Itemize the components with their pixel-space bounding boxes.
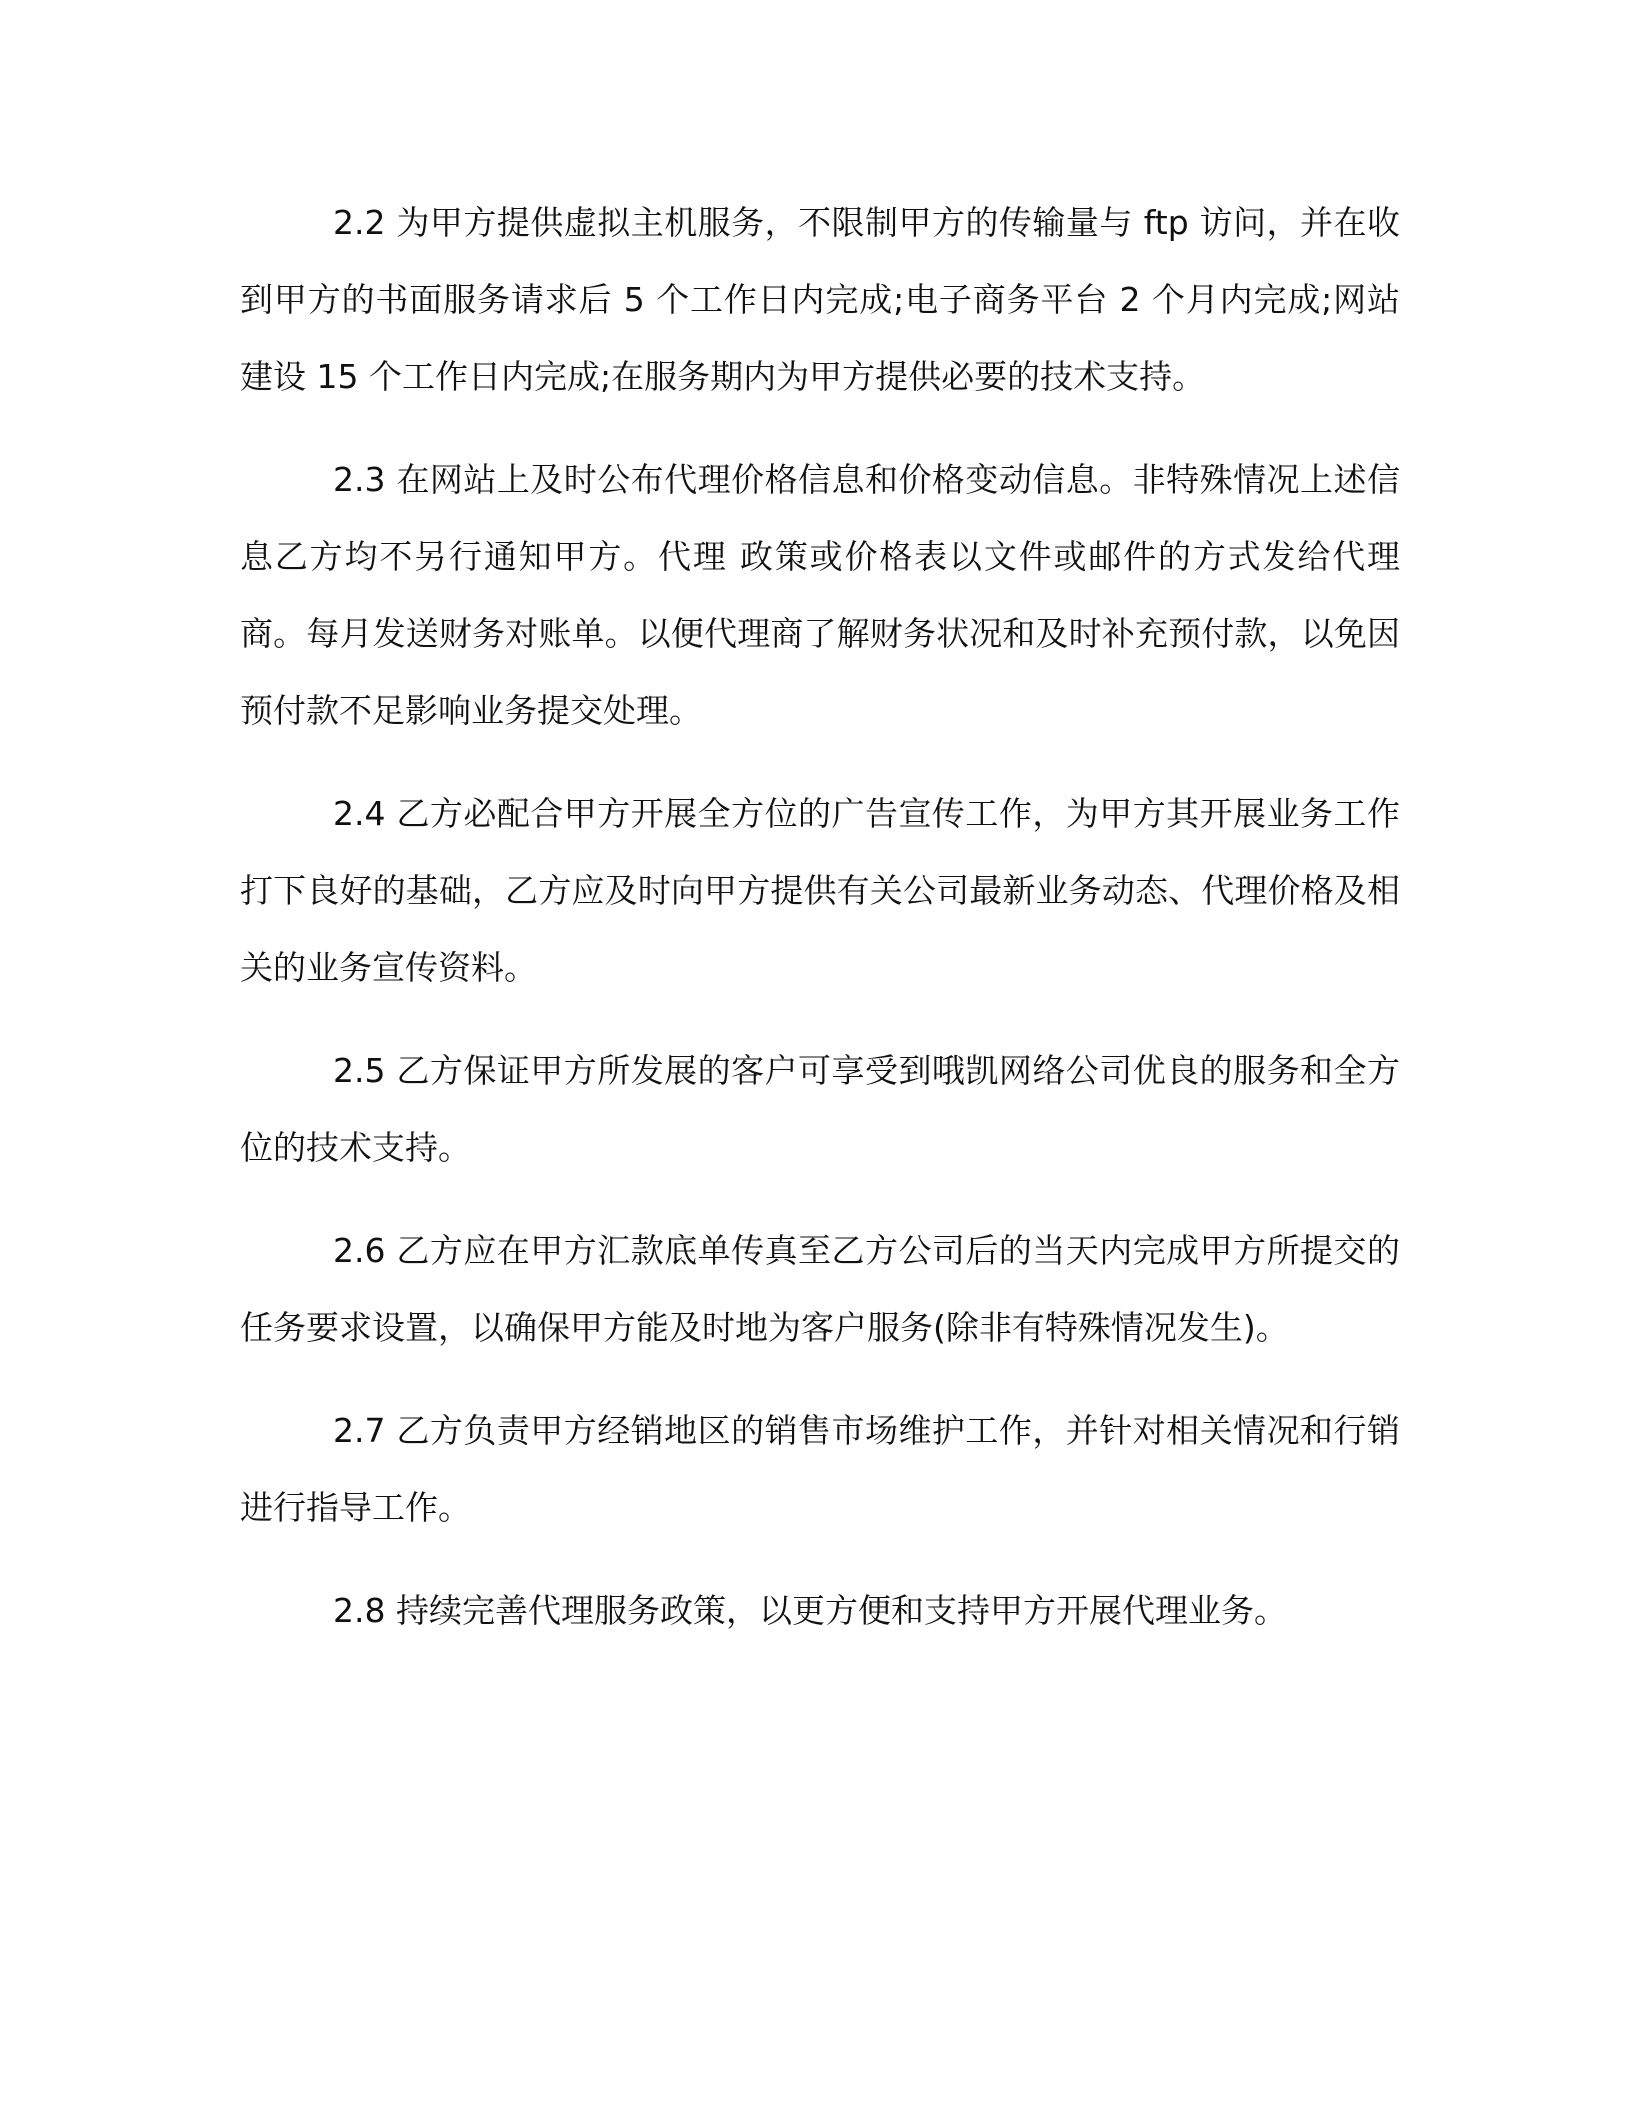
clause-2-4: 2.4 乙方必配合甲方开展全方位的广告宣传工作，为甲方其开展业务工作打下良好的基础，乙方应及时向甲方提供有关公司最新业务动态、代理价格及相关的业务宣传资料。 [240,794,1400,987]
document-body [240,184,1400,1649]
clause-2-3: 2.3 在网站上及时公布代理价格信息和价格变动信息。非特殊情况上述信息乙方均不另行通知甲方。代理 政策或价格表以文件或邮件的方式发给代理商。每月发送财务对账单。以便代理商了解财务状况和及时补充预付款，以免因预付款不足影响业务提交处理。 [240,460,1400,730]
clause-2-8: 2.8 持续完善代理服务政策，以更方便和支持甲方开展代理业务。 [333,1591,1287,1630]
clause-2-5: 2.5 乙方保证甲方所发展的客户可享受到哦凯网络公司优良的服务和全方位的技术支持。 [240,1051,1400,1167]
clause-2-7: 2.7 乙方负责甲方经销地区的销售市场维护工作，并针对相关情况和行销进行指导工作。 [240,1411,1400,1527]
clause-2-6: 2.6 乙方应在甲方汇款底单传真至乙方公司后的当天内完成甲方所提交的任务要求设置，以确保甲方能及时地为客户服务(除非有特殊情况发生)。 [240,1231,1400,1347]
clause-2-2: 2.2 为甲方提供虚拟主机服务，不限制甲方的传输量与 ftp 访问，并在收到甲方的书面服务请求后 5 个工作日内完成;电子商务平台 2 个月内完成;网站建设 15 个工作日内完成;在服务期内为甲方提供必要的技术支持。 [240,203,1400,396]
